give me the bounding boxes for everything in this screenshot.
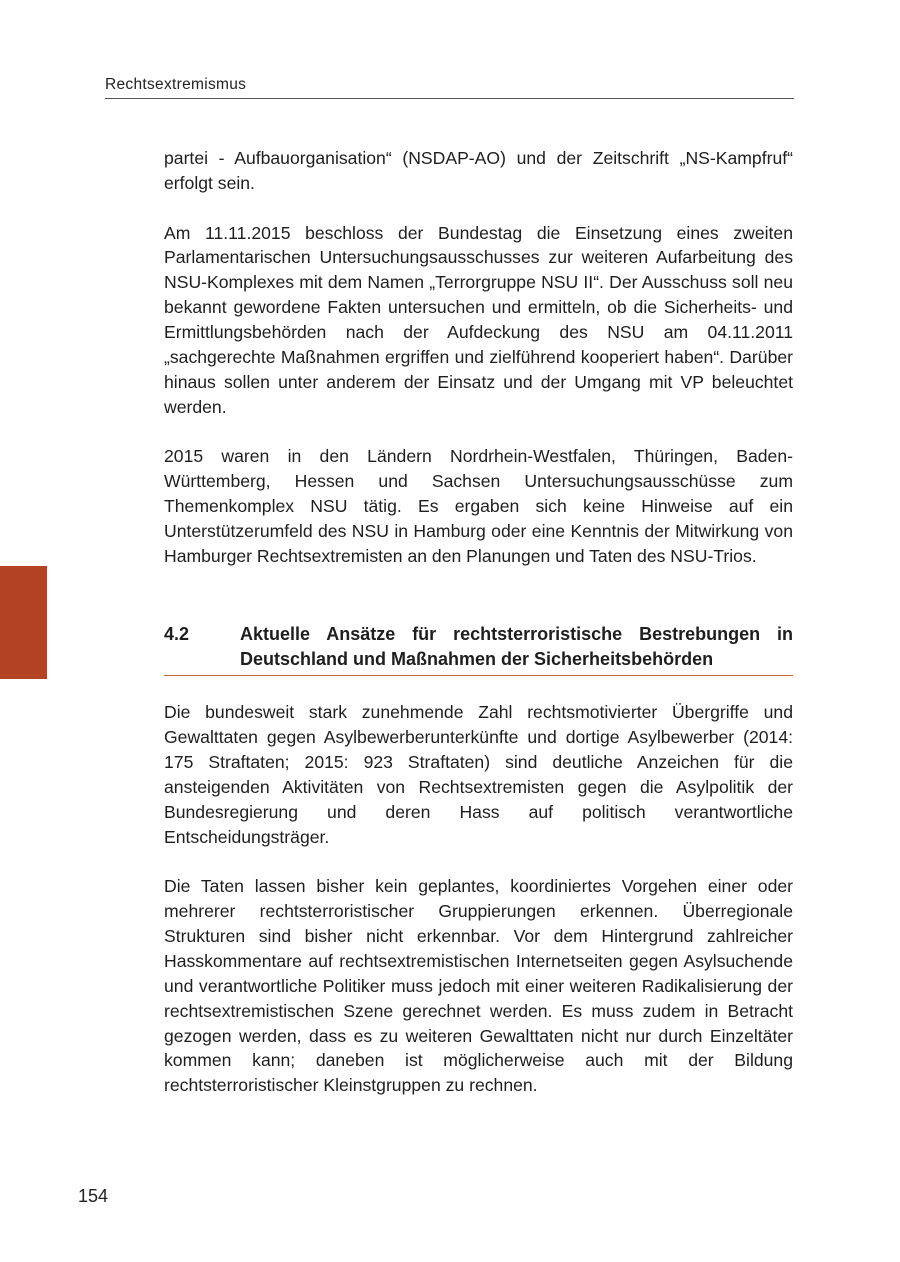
paragraph-1: partei - Aufbauorganisation“ (NSDAP-AO) und der Zeitschrift „NS-Kampfruf“ erfolgt sein. [164, 148, 793, 193]
paragraph-5: Die Taten lassen bisher kein geplantes, koordiniertes Vorgehen einer oder mehrerer rechtsterroristischer Gruppierungen erkennen. Überregionale Strukturen sind bisher nicht erkennbar. Vor dem Hintergrund zahlreicher Hasskommentare auf rechtsextremistischen Internetseiten gegen Asylsuchende und verantwortliche Politiker muss jedoch mit einer weiteren Radikalisierung der rechtsextremistischen Szene gerechnet werden. Es muss zudem in Betracht gezogen werden, dass es zu weiteren Gewalttaten nicht nur durch Einzeltäter kommen kann; daneben ist möglicherweise auch mit der Bildung rechtsterroristischer Kleinstgruppen zu rechnen. [164, 876, 793, 1096]
paragraph-3: 2015 waren in den Ländern Nordrhein-Westfalen, Thüringen, Baden-Württemberg, Hessen und Sachsen Untersuchungsausschüsse zum Themenkomplex NSU tätig. Es ergaben sich keine Hinweise auf ein Unterstützerumfeld des NSU in Hamburg oder eine Kenntnis der Mitwirkung von Hamburger Rechtsextremisten an den Planungen und Taten des NSU-Trios. [164, 446, 793, 567]
running-head-title: Rechtsextremismus [105, 76, 247, 93]
page-number: 154 [78, 1186, 109, 1206]
section-heading [164, 622, 793, 676]
paragraph-4: Die bundesweit stark zunehmende Zahl rechtsmotivierter Übergriffe und Gewalttaten gegen Asylbewerberunterkünfte und dortige Asylbewerber (2014: 175 Straftaten; 2015: 923 Straftaten) sind deutliche Anzeichen für die ansteigenden Aktivitäten von Rechtsextremisten gegen die Asylpolitik der Bundesregierung und deren Hass auf politisch verantwortliche Entscheidungsträger. [164, 701, 793, 847]
chapter-side-tab [0, 566, 47, 679]
paragraph-2: Am 11.11.2015 beschloss der Bundestag die Einsetzung eines zweiten Parlamentarischen Untersuchungsausschusses zur weiteren Aufarbeitung des NSU-Komplexes mit dem Namen „Terrorgruppe NSU II“. Der Ausschuss soll neu bekannt gewordene Fakten untersuchen und ermitteln, ob die Sicherheits- und Ermittlungsbehörden nach der Aufdeckung des NSU am 04.11.2011 „sachgerechte Maßnahmen ergriffen und zielführend kooperiert haben“. Darüber hinaus sollen unter anderem der Einsatz und der Umgang mit VP beleuchtet werden. [164, 222, 793, 417]
section-title: Aktuelle Ansätze für rechtsterroristische Bestrebungen in Deutschland und Maßnahmen der Sicherheitsbehörden [240, 623, 793, 669]
page-content [164, 146, 793, 1098]
section-number: 4.2 [164, 623, 190, 644]
header-rule [105, 98, 794, 99]
